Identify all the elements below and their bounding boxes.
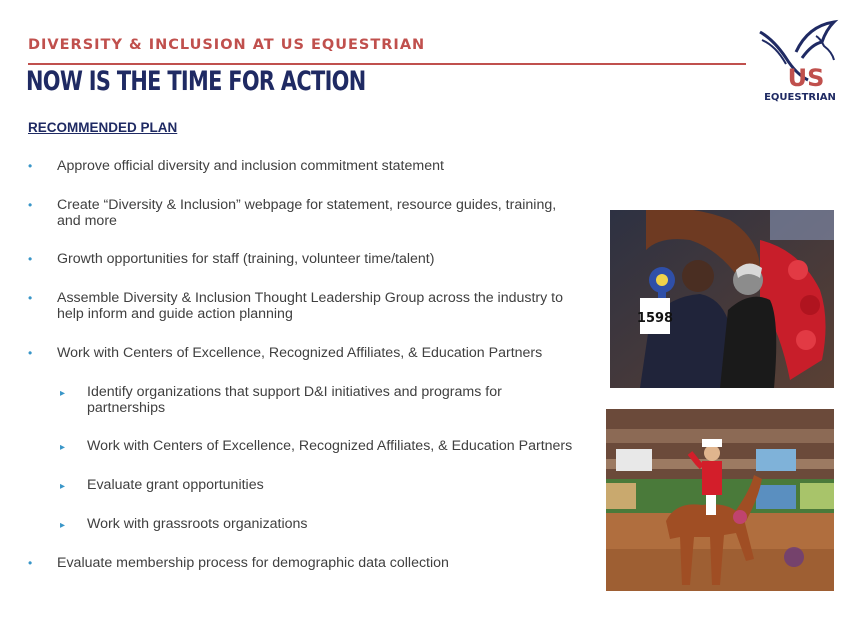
header-rule — [28, 63, 746, 65]
bullet-text: Evaluate grant opportunities — [87, 477, 264, 493]
horse-head-icon — [752, 18, 848, 104]
bullet-text: Work with Centers of Excellence, Recognized Affiliates, & Education Partners — [57, 345, 543, 361]
bib-number: 1598 — [636, 311, 674, 326]
bullet-text: Work with grassroots organizations — [87, 516, 308, 532]
bullet-dot-icon: • — [28, 159, 33, 173]
bullet-arrow-icon: ▸ — [60, 388, 66, 399]
bullet-dot-icon: • — [28, 252, 33, 266]
bullet-text-line: Assemble Diversity & Inclusion Thought Leadership Group across the industry to — [57, 290, 564, 306]
bullet-arrow-icon: ▸ — [60, 520, 66, 531]
bullet-text: Evaluate membership process for demographic data collection — [57, 555, 449, 571]
bullet-dot-icon: • — [28, 346, 33, 360]
bullet-text: Growth opportunities for staff (training, volunteer time/talent) — [57, 251, 435, 267]
bullet-text-line: Identify organizations that support D&I initiatives and programs for — [87, 384, 502, 400]
bullet-arrow-icon: ▸ — [60, 481, 66, 492]
bullet-text — [57, 291, 563, 322]
header-kicker: DIVERSITY & INCLUSION AT US EQUESTRIAN — [28, 37, 426, 53]
bullet-text-line: and more — [57, 212, 117, 229]
bullet-text-line: partnerships — [87, 399, 166, 416]
us-equestrian-logo — [752, 18, 848, 104]
bullet-text — [57, 198, 556, 229]
bullet-text — [87, 385, 502, 416]
logo-mark: US — [787, 64, 825, 92]
bullet-text-line: Create “Diversity & Inclusion” webpage for statement, resource guides, training, — [57, 197, 557, 213]
logo-wordmark: EQUESTRIAN — [764, 92, 836, 103]
bullet-dot-icon: • — [28, 198, 33, 212]
bullet-text: Approve official diversity and inclusion commitment statement — [57, 158, 444, 174]
bullet-dot-icon: • — [28, 556, 33, 570]
bullet-text: Work with Centers of Excellence, Recognized Affiliates, & Education Partners — [87, 438, 573, 454]
bullet-dot-icon: • — [28, 291, 33, 305]
bullet-text-line: help inform and guide action planning — [57, 305, 293, 322]
section-title: RECOMMENDED PLAN — [28, 120, 178, 135]
photo-embrace — [610, 210, 834, 388]
photo-rider — [606, 409, 834, 591]
bullet-arrow-icon: ▸ — [60, 442, 66, 453]
page-title: NOW IS THE TIME FOR ACTION — [26, 66, 366, 97]
